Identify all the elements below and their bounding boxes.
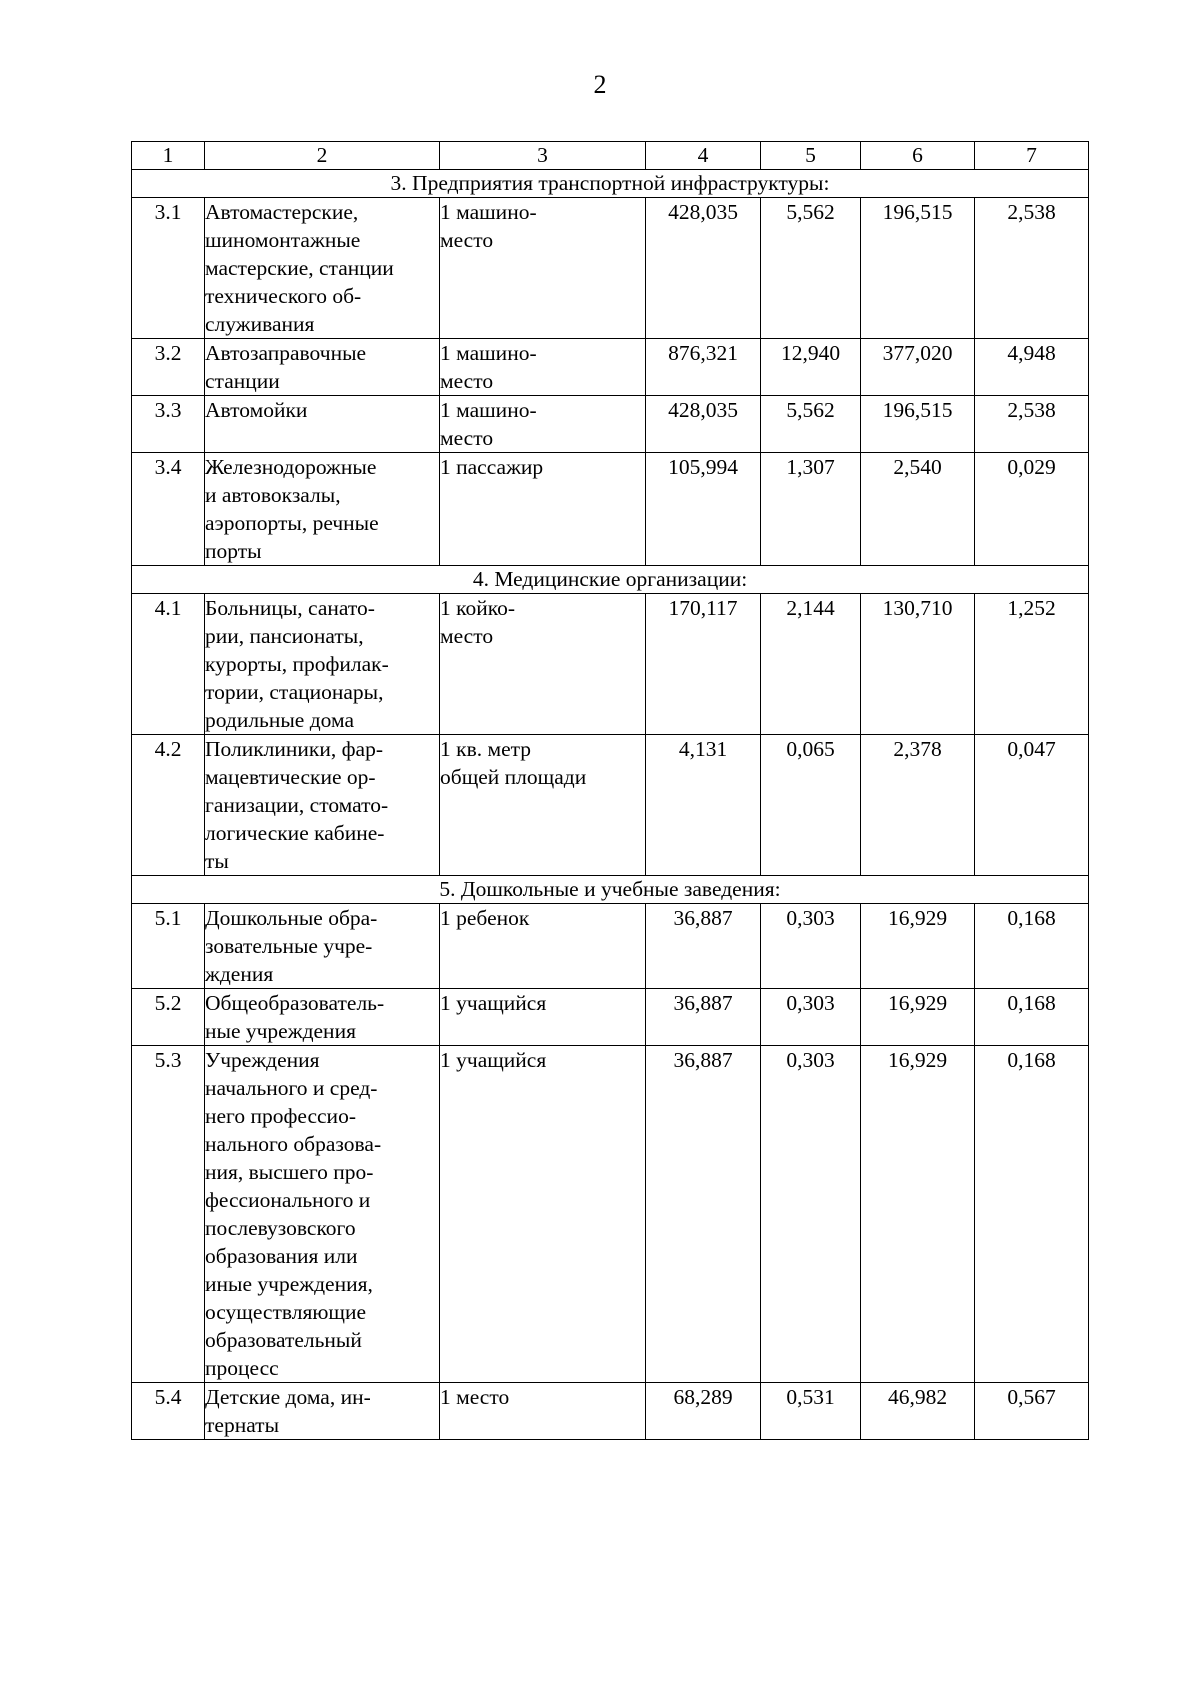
unit-line: 1 пассажир [440, 455, 544, 479]
object-name-line: Железнодорожные [205, 455, 377, 479]
value-col-6: 196,515 [861, 198, 975, 339]
object-name-line: Автомойки [205, 398, 308, 422]
object-name-line: Поликлиники, фар- [205, 737, 384, 761]
object-name-line: Общеобразователь- [205, 991, 385, 1015]
object-name-line: него профессио- [205, 1104, 356, 1128]
object-name-line: ганизации, стомато- [205, 793, 389, 817]
row-number: 3.2 [132, 339, 205, 396]
unit-of-measure [440, 735, 646, 876]
header-cell-5: 5 [761, 142, 861, 170]
object-name-line: тернаты [205, 1413, 280, 1437]
object-name [205, 735, 440, 876]
unit-line: место [440, 369, 494, 393]
value-col-5: 0,531 [761, 1383, 861, 1440]
table-row [132, 594, 1089, 735]
header-cell-3: 3 [440, 142, 646, 170]
table-body [132, 142, 1089, 1440]
value-col-7: 0,168 [975, 989, 1089, 1046]
object-name [205, 594, 440, 735]
table-row [132, 339, 1089, 396]
value-col-4: 428,035 [646, 198, 761, 339]
object-name-line: служивания [205, 312, 315, 336]
object-name-line: порты [205, 539, 262, 563]
value-col-6: 46,982 [861, 1383, 975, 1440]
value-col-6: 2,378 [861, 735, 975, 876]
unit-line: 1 ребенок [440, 906, 530, 930]
section-title: 3. Предприятия транспортной инфраструктуры: [132, 170, 1089, 198]
header-cell-2: 2 [205, 142, 440, 170]
table-row [132, 396, 1089, 453]
unit-line: место [440, 426, 494, 450]
section-title: 4. Медицинские организации: [132, 566, 1089, 594]
object-name-line: Больницы, санато- [205, 596, 375, 620]
table-row [132, 989, 1089, 1046]
object-name-line: осуществляющие [205, 1300, 367, 1324]
object-name-line: иные учреждения, [205, 1272, 373, 1296]
object-name-line: рии, пансионаты, [205, 624, 364, 648]
value-col-4: 36,887 [646, 904, 761, 989]
object-name-line: ты [205, 849, 229, 873]
value-col-5: 2,144 [761, 594, 861, 735]
value-col-4: 68,289 [646, 1383, 761, 1440]
object-name-line: станции [205, 369, 280, 393]
object-name-line: нального образова- [205, 1132, 382, 1156]
table-row [132, 453, 1089, 566]
object-name [205, 1046, 440, 1383]
row-number: 5.1 [132, 904, 205, 989]
unit-line: 1 место [440, 1385, 510, 1409]
unit-of-measure [440, 989, 646, 1046]
unit-line: 1 учащийся [440, 991, 547, 1015]
object-name [205, 989, 440, 1046]
unit-line: 1 машино- [440, 341, 537, 365]
table-row [132, 904, 1089, 989]
header-cell-1: 1 [132, 142, 205, 170]
value-col-6: 196,515 [861, 396, 975, 453]
object-name-line: тории, стационары, [205, 680, 384, 704]
value-col-4: 428,035 [646, 396, 761, 453]
object-name [205, 396, 440, 453]
object-name-line: начального и сред- [205, 1076, 378, 1100]
object-name-line: Дошкольные обра- [205, 906, 378, 930]
object-name-line: послевузовского [205, 1216, 356, 1240]
unit-of-measure [440, 453, 646, 566]
value-col-6: 2,540 [861, 453, 975, 566]
value-col-7: 2,538 [975, 198, 1089, 339]
row-number: 4.2 [132, 735, 205, 876]
object-name [205, 904, 440, 989]
value-col-4: 36,887 [646, 1046, 761, 1383]
row-number: 3.4 [132, 453, 205, 566]
value-col-7: 0,168 [975, 904, 1089, 989]
unit-of-measure [440, 594, 646, 735]
unit-line: 1 койко- [440, 596, 515, 620]
value-col-4: 36,887 [646, 989, 761, 1046]
unit-line: место [440, 228, 494, 252]
object-name-line: мацевтические ор- [205, 765, 376, 789]
object-name-line: логические кабине- [205, 821, 385, 845]
value-col-5: 5,562 [761, 198, 861, 339]
unit-line: общей площади [440, 765, 587, 789]
unit-of-measure [440, 904, 646, 989]
data-table [131, 141, 1089, 1440]
value-col-7: 0,029 [975, 453, 1089, 566]
object-name-line: Учреждения [205, 1048, 320, 1072]
row-number: 5.2 [132, 989, 205, 1046]
value-col-7: 1,252 [975, 594, 1089, 735]
object-name-line: образовательный [205, 1328, 362, 1352]
row-number: 3.3 [132, 396, 205, 453]
unit-line: 1 кв. метр [440, 737, 532, 761]
value-col-5: 0,065 [761, 735, 861, 876]
unit-of-measure [440, 396, 646, 453]
header-cell-4: 4 [646, 142, 761, 170]
unit-line: 1 машино- [440, 200, 537, 224]
object-name-line: мастерские, станции [205, 256, 394, 280]
object-name-line: и автовокзалы, [205, 483, 341, 507]
value-col-4: 105,994 [646, 453, 761, 566]
unit-line: 1 машино- [440, 398, 537, 422]
section-row [132, 876, 1089, 904]
value-col-5: 0,303 [761, 904, 861, 989]
unit-of-measure [440, 339, 646, 396]
object-name-line: технического об- [205, 284, 362, 308]
section-title: 5. Дошкольные и учебные заведения: [132, 876, 1089, 904]
object-name-line: Автомастерские, [205, 200, 359, 224]
value-col-7: 2,538 [975, 396, 1089, 453]
value-col-6: 16,929 [861, 904, 975, 989]
object-name-line: процесс [205, 1356, 279, 1380]
row-number: 4.1 [132, 594, 205, 735]
value-col-6: 377,020 [861, 339, 975, 396]
table-row [132, 1046, 1089, 1383]
unit-of-measure [440, 1046, 646, 1383]
object-name [205, 453, 440, 566]
object-name-line: Детские дома, ин- [205, 1385, 371, 1409]
row-number: 5.3 [132, 1046, 205, 1383]
value-col-5: 1,307 [761, 453, 861, 566]
object-name [205, 198, 440, 339]
unit-line: место [440, 624, 494, 648]
value-col-6: 16,929 [861, 1046, 975, 1383]
object-name-line: ные учреждения [205, 1019, 356, 1043]
table-row [132, 198, 1089, 339]
object-name-line: фессионального и [205, 1188, 371, 1212]
object-name-line: ния, высшего про- [205, 1160, 374, 1184]
object-name-line: ждения [205, 962, 274, 986]
table-row [132, 1383, 1089, 1440]
object-name-line: аэропорты, речные [205, 511, 379, 535]
page-number: 2 [593, 70, 607, 99]
section-row [132, 566, 1089, 594]
value-col-6: 130,710 [861, 594, 975, 735]
value-col-5: 0,303 [761, 989, 861, 1046]
value-col-5: 0,303 [761, 1046, 861, 1383]
value-col-5: 5,562 [761, 396, 861, 453]
value-col-6: 16,929 [861, 989, 975, 1046]
object-name [205, 1383, 440, 1440]
object-name [205, 339, 440, 396]
value-col-4: 170,117 [646, 594, 761, 735]
value-col-7: 0,047 [975, 735, 1089, 876]
value-col-7: 0,567 [975, 1383, 1089, 1440]
object-name-line: Автозаправочные [205, 341, 367, 365]
object-name-line: зовательные учре- [205, 934, 373, 958]
row-number: 5.4 [132, 1383, 205, 1440]
value-col-4: 4,131 [646, 735, 761, 876]
header-cell-6: 6 [861, 142, 975, 170]
header-cell-7: 7 [975, 142, 1089, 170]
row-number: 3.1 [132, 198, 205, 339]
value-col-7: 4,948 [975, 339, 1089, 396]
object-name-line: образования или [205, 1244, 358, 1268]
unit-of-measure [440, 1383, 646, 1440]
value-col-4: 876,321 [646, 339, 761, 396]
table-row [132, 735, 1089, 876]
value-col-7: 0,168 [975, 1046, 1089, 1383]
unit-of-measure [440, 198, 646, 339]
section-row [132, 170, 1089, 198]
object-name-line: курорты, профилак- [205, 652, 389, 676]
header-row [132, 142, 1089, 170]
object-name-line: родильные дома [205, 708, 355, 732]
unit-line: 1 учащийся [440, 1048, 547, 1072]
object-name-line: шиномонтажные [205, 228, 361, 252]
value-col-5: 12,940 [761, 339, 861, 396]
